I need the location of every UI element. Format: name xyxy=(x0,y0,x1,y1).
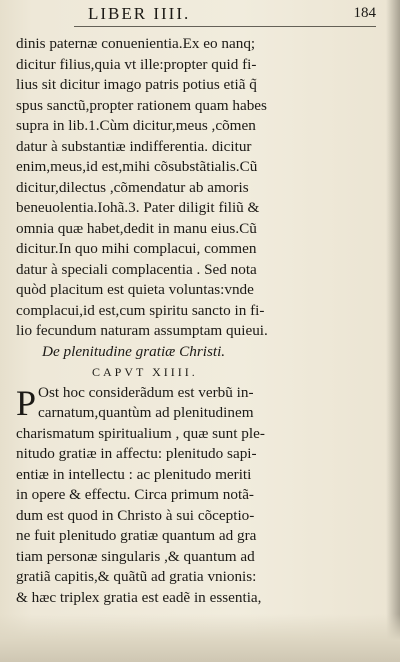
page-bottom-margin xyxy=(0,614,400,662)
text-line: datur à substantiæ indifferentia. dicitur xyxy=(16,137,252,155)
text-line: supra in lib.1.Cùm dicitur,meus ,cõmen xyxy=(16,117,256,134)
text-line: & hæc triplex gratia est eadẽ in essentia, xyxy=(16,588,262,606)
text-line: dicitur,dilectus ,cõmendatur ab amoris xyxy=(16,178,249,196)
page-header xyxy=(74,4,376,26)
text-line: beneuolentia.Iohã.3. Pater diligit filiũ & xyxy=(16,199,260,216)
text-line: charismatum spiritualium , quæ sunt ple- xyxy=(16,424,265,442)
page-edge-shadow xyxy=(386,0,400,662)
text-line-content: Ost hoc considerãdum est verbũ in- xyxy=(38,383,254,401)
text-line: ne fuit plenitudo gratiæ quantum ad gra xyxy=(16,527,257,544)
text-line: nitudo gratiæ in affectu: plenitudo sapi- xyxy=(16,445,257,462)
text-line: lius sit dicitur imago patris potius etiã q̃ xyxy=(16,76,257,93)
text-line xyxy=(16,403,386,424)
text-line: tiam personæ singularis ,& quantum ad xyxy=(16,547,255,565)
text-line: dicitur.In quo mihi complacui, commen xyxy=(16,240,257,257)
text-line: gratiã capitis,& quãtũ ad gratia vnionis: xyxy=(16,568,257,585)
text-line: enim,meus,id est,mihi cõsubstãtialis.Cũ xyxy=(16,158,258,175)
text-line-content: carnatum,quantùm ad plenitudinem xyxy=(38,404,254,421)
text-line: omnia quæ habet,dedit in manu eius.Cũ xyxy=(16,219,257,237)
body-text xyxy=(16,34,386,608)
chapter-heading: CAPVT XIIII. xyxy=(92,365,198,379)
page-number: 184 xyxy=(353,5,376,21)
text-line: quòd placitum est quieta voluntas:vnde xyxy=(16,281,254,298)
text-line: dicitur filius,quia vt ille:propter quid fi- xyxy=(16,55,257,73)
text-line: in opere & effectu. Circa primum notã- xyxy=(16,486,254,503)
text-line: spus sanctũ,propter rationem quam habes xyxy=(16,96,267,114)
running-head: LIBER IIII. xyxy=(88,4,191,23)
chapter-subheading: De plenitudine gratiæ Christi. xyxy=(42,342,226,360)
text-line: dinis paternæ conuenientia.Ex eo nanq; xyxy=(16,35,256,52)
text-line: lio fecundum naturam assumptam quieui. xyxy=(16,322,268,339)
text-line: complacui,id est,cum spiritu sancto in fi- xyxy=(16,301,265,319)
drop-cap: P xyxy=(16,382,37,423)
header-rule xyxy=(74,26,376,27)
text-line: entiæ in intellectu : ac plenitudo meriti xyxy=(16,465,252,483)
text-line: datur à speciali complacentia . Sed nota xyxy=(16,260,257,278)
text-line: dum est quod in Christo à sui cõceptio- xyxy=(16,506,255,524)
